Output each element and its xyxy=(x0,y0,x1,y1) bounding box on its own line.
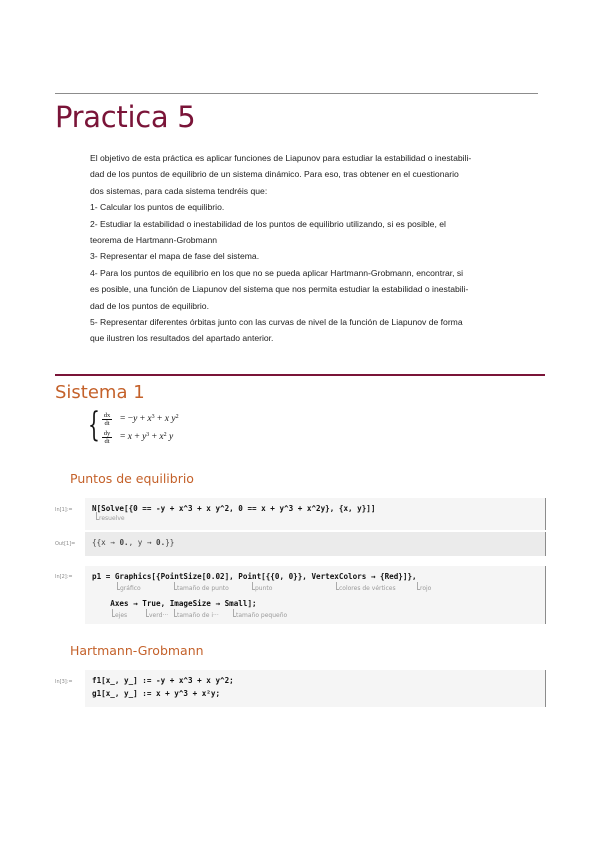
section-rule xyxy=(55,374,545,376)
hint-ejes: ejes xyxy=(115,612,128,619)
intro-line: 4- Para los puntos de equilibrio en los que no se pueda aplicar Hartmann-Grobmann, encontrar, si xyxy=(90,267,464,278)
intro-line: 2- Estudiar la estabilidad o inestabilidad de los puntos de equilibrio utilizando, si es posible, el xyxy=(90,218,446,229)
intro-line: 5- Representar diferentes órbitas junto con las curvas de nivel de la función de Liapunov de forma xyxy=(90,317,463,328)
intro-line: dad de los puntos de equilibrio. xyxy=(90,300,209,311)
intro-line: dos sistemas, para cada sistema tendréis que: xyxy=(90,185,268,196)
left-brace: { xyxy=(88,405,100,445)
intro-paragraph xyxy=(90,150,545,347)
hint-resuelve: resuelve xyxy=(99,515,125,522)
equation-1-rhs: = $-y + x^3 + x$ $y^2$ xyxy=(120,414,179,424)
dy-dt-fraction xyxy=(102,430,112,445)
top-rule xyxy=(55,93,538,94)
output-cell-1 xyxy=(85,532,546,556)
dx-numerator: dx xyxy=(103,412,111,419)
dy-numerator: dy xyxy=(103,430,111,437)
input-label-2: In[2]:= xyxy=(55,574,73,580)
input-code-3-line1[interactable]: f1[x_, y_] := -y + x^3 + x y^2; xyxy=(92,676,234,685)
hint-verdadero: verd··· xyxy=(149,612,169,619)
intro-line: El objetivo de esta práctica es aplicar funciones de Liapunov para estudiar la estabilidad o inestabili- xyxy=(90,153,472,163)
cell-bracket[interactable] xyxy=(543,532,546,556)
input-cell-2[interactable] xyxy=(85,566,546,624)
dx-dt-fraction xyxy=(102,412,112,427)
output-label-1: Out[1]= xyxy=(55,541,76,547)
intro-line: teorema de Hartmann-Grobmann xyxy=(90,235,218,246)
hint-punto: punto xyxy=(255,585,273,592)
input-cell-3[interactable] xyxy=(85,670,546,707)
page-title: Practica 5 xyxy=(55,100,196,134)
cell-bracket[interactable] xyxy=(543,566,546,624)
input-label-1: In[1]:= xyxy=(55,507,73,513)
equation-2-rhs: = $x + y^3 + x^2$ y xyxy=(120,432,174,442)
dy-denominator: dt xyxy=(104,438,110,445)
input-code-3-line2[interactable]: g1[x_, y_] := x + y^3 + x²y; xyxy=(92,689,221,698)
dx-denominator: dt xyxy=(104,420,110,427)
cell-bracket[interactable] xyxy=(543,498,546,530)
intro-line: que ilustren los resultados del apartado anterior. xyxy=(90,333,274,344)
intro-line: 1- Calcular los puntos de equilibrio. xyxy=(90,202,225,213)
hint-tamano-imagen: tamaño de i··· xyxy=(177,612,219,619)
intro-line: dad de los puntos de equilibrio de un sistema dinámico. Para eso, tras obtener en el cuestionario xyxy=(90,169,459,180)
hint-tamano-punto: tamaño de punto xyxy=(177,585,229,592)
intro-line: 3- Representar el mapa de fase del sistema. xyxy=(90,251,260,262)
output-text-1: {{x → 0., y → 0.}} xyxy=(92,538,175,547)
hint-colores-vertices: colores de vértices xyxy=(339,585,396,592)
input-code-1[interactable]: N[Solve[{0 == -y + x^3 + x y^2, 0 == x + y^3 + x^2y}, {x, y}]] xyxy=(92,504,376,513)
hint-tamano-pequeno: tamaño pequeño xyxy=(236,612,288,619)
input-cell-1[interactable] xyxy=(85,498,546,530)
hint-rojo: rojo xyxy=(420,585,432,592)
section-title: Sistema 1 xyxy=(55,382,145,403)
cell-bracket[interactable] xyxy=(543,670,546,707)
input-code-2-line2[interactable]: Axes → True, ImageSize → Small]; xyxy=(92,599,257,608)
intro-line: es posible, una función de Liapunov del sistema que nos permita estudiar la estabilidad o inestabili- xyxy=(90,284,469,295)
hint-grafico: gráfico xyxy=(120,585,141,592)
input-label-3: In[3]:= xyxy=(55,679,73,685)
subsection-puntos-equilibrio: Puntos de equilibrio xyxy=(70,471,194,486)
system-equations xyxy=(88,405,208,447)
input-code-2-line1[interactable]: p1 = Graphics[{PointSize[0.02], Point[{{0, 0}}, VertexColors → {Red}]}, xyxy=(92,572,417,581)
subsection-hartmann-grobmann: Hartmann-Grobmann xyxy=(70,643,204,658)
